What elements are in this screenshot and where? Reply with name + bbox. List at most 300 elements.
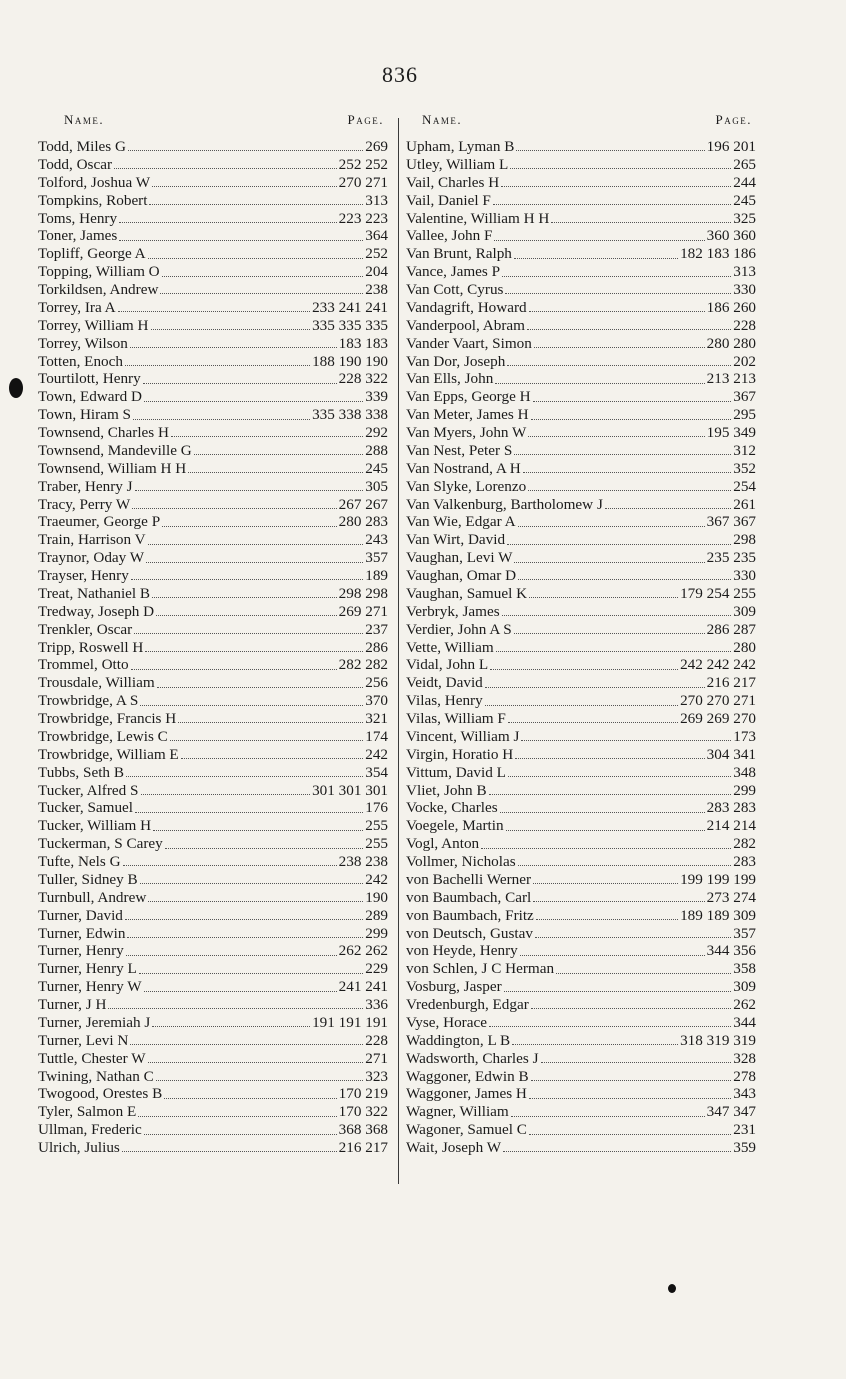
right-entry-list xyxy=(406,138,756,1157)
index-entry xyxy=(38,1085,388,1103)
index-entry xyxy=(38,656,388,674)
dot-leader xyxy=(503,1151,731,1152)
entry-name: Traber, Henry J xyxy=(38,477,133,495)
index-entry xyxy=(38,996,388,1014)
dot-leader xyxy=(529,597,678,598)
entry-name: Tripp, Roswell H xyxy=(38,638,144,656)
entry-name: Town, Hiram S xyxy=(38,406,132,424)
entry-pages: 312 xyxy=(733,441,756,459)
dot-leader xyxy=(507,544,731,545)
entry-name: Vogl, Anton xyxy=(406,835,480,853)
dot-leader xyxy=(126,776,363,777)
index-entry xyxy=(406,567,756,585)
entry-name: Van Valkenburg, Bartholomew J xyxy=(406,495,603,513)
entry-name: Turner, J H xyxy=(38,996,107,1013)
entry-pages: 189 xyxy=(365,567,388,584)
entry-name: Turner, Henry xyxy=(38,942,124,960)
entry-name: Topping, William O xyxy=(38,263,160,281)
index-entry xyxy=(406,1050,756,1068)
index-entry xyxy=(406,549,756,567)
entry-name: Torkildsen, Andrew xyxy=(38,281,159,298)
entry-name: Turner, Henry L xyxy=(38,960,137,978)
index-entry xyxy=(406,585,756,603)
entry-pages: 299 xyxy=(365,924,388,942)
entry-name: Vaughan, Levi W xyxy=(406,549,513,567)
dot-leader xyxy=(506,830,705,831)
dot-leader xyxy=(164,1098,336,1099)
index-entry xyxy=(406,1014,756,1032)
entry-pages: 242 xyxy=(365,745,388,763)
index-entry xyxy=(406,978,756,996)
entry-name: Tyler, Salmon E xyxy=(38,1103,137,1121)
dot-leader xyxy=(605,508,731,509)
dot-leader xyxy=(534,347,705,348)
entry-name: Virgin, Horatio H xyxy=(406,745,514,763)
entry-pages: 189 189 309 xyxy=(680,906,756,924)
entry-pages: 330 xyxy=(733,281,756,298)
index-entry xyxy=(38,889,388,907)
dot-leader xyxy=(140,883,364,884)
dot-leader xyxy=(123,865,337,866)
index-entry xyxy=(38,871,388,889)
ink-spot xyxy=(668,1284,676,1293)
entry-pages: 228 xyxy=(365,1031,388,1049)
entry-pages: 357 xyxy=(365,549,388,567)
index-entry xyxy=(38,1121,388,1139)
dot-leader xyxy=(188,472,363,473)
entry-name: Turner, Levi N xyxy=(38,1031,129,1049)
entry-pages: 238 238 xyxy=(338,853,388,870)
dot-leader xyxy=(148,544,364,545)
dot-leader xyxy=(146,562,363,563)
entry-name: von Schlen, J C Herman xyxy=(406,960,555,978)
page-number: 836 xyxy=(382,62,418,87)
entry-pages: 282 282 xyxy=(338,656,388,674)
entry-pages: 269 271 xyxy=(338,602,388,620)
index-entry xyxy=(38,674,388,692)
entry-name: Vosburg, Jasper xyxy=(406,978,502,996)
index-entry xyxy=(406,746,756,764)
entry-pages: 352 xyxy=(733,459,756,477)
index-entry xyxy=(38,567,388,585)
dot-leader xyxy=(178,722,363,723)
dot-leader xyxy=(496,651,732,652)
entry-name: Tolford, Joshua W xyxy=(38,173,151,191)
entry-pages: 233 241 241 xyxy=(312,298,388,316)
entry-pages: 242 242 242 xyxy=(680,656,756,674)
ink-blot xyxy=(9,378,23,398)
entry-pages: 309 xyxy=(733,602,756,620)
entry-name: Van Slyke, Lorenzo xyxy=(406,477,527,495)
index-entry xyxy=(406,281,756,299)
entry-pages: 288 xyxy=(365,441,388,459)
dot-leader xyxy=(153,830,363,831)
index-entry xyxy=(406,156,756,174)
index-entry xyxy=(38,335,388,353)
entry-pages: 367 xyxy=(733,388,756,406)
entry-name: Tucker, William H xyxy=(38,817,152,835)
entry-pages: 262 262 xyxy=(338,942,388,960)
dot-leader xyxy=(149,204,363,205)
index-entry xyxy=(406,835,756,853)
entry-pages: 238 xyxy=(365,281,388,298)
entry-pages: 313 xyxy=(733,263,756,281)
entry-pages: 245 xyxy=(365,459,388,477)
entry-name: Toner, James xyxy=(38,227,118,245)
index-entry xyxy=(38,192,388,210)
entry-pages: 214 214 xyxy=(706,817,756,835)
entry-pages: 305 xyxy=(365,477,388,495)
dot-leader xyxy=(108,1008,363,1009)
dot-leader xyxy=(144,401,363,402)
entry-pages: 298 298 xyxy=(338,584,388,602)
index-entry xyxy=(38,603,388,621)
entry-name: Verdier, John A S xyxy=(406,620,512,638)
entry-name: Vail, Charles H xyxy=(406,173,500,191)
entry-pages: 273 274 xyxy=(706,888,756,906)
dot-leader xyxy=(125,919,363,920)
entry-name: Van Cott, Cyrus xyxy=(406,281,504,298)
dot-leader xyxy=(145,651,363,652)
dot-leader xyxy=(160,293,363,294)
name-heading: Name. xyxy=(64,112,105,127)
dot-leader xyxy=(131,669,337,670)
entry-pages: 202 xyxy=(733,352,756,370)
right-column-header xyxy=(406,112,756,138)
entry-pages: 295 xyxy=(733,406,756,424)
entry-name: Tuttle, Chester W xyxy=(38,1049,146,1067)
entry-name: Vliet, John B xyxy=(406,781,487,799)
entry-name: Upham, Lyman B xyxy=(406,138,515,155)
dot-leader xyxy=(133,419,310,420)
index-entry xyxy=(406,1068,756,1086)
index-entry xyxy=(406,335,756,353)
dot-leader xyxy=(535,937,731,938)
index-entry xyxy=(38,513,388,531)
entry-name: Valentine, William H H xyxy=(406,209,550,227)
dot-leader xyxy=(157,687,364,688)
index-entry xyxy=(406,799,756,817)
entry-name: Vincent, William J xyxy=(406,727,520,745)
left-entry-list xyxy=(38,138,388,1157)
entry-name: Townsend, Charles H xyxy=(38,424,169,441)
index-entry xyxy=(38,960,388,978)
index-entry xyxy=(406,263,756,281)
dot-leader xyxy=(141,794,311,795)
dot-leader xyxy=(501,186,731,187)
dot-leader xyxy=(505,293,731,294)
entry-name: Tredway, Joseph D xyxy=(38,602,155,620)
entry-name: Torrey, William H xyxy=(38,316,149,334)
index-entry xyxy=(38,1014,388,1032)
dot-leader xyxy=(128,150,363,151)
index-entry xyxy=(406,442,756,460)
dot-leader xyxy=(139,973,363,974)
entry-name: Waddington, L B xyxy=(406,1031,511,1049)
index-entry xyxy=(38,692,388,710)
entry-pages: 344 356 xyxy=(706,942,756,960)
entry-name: Trayser, Henry xyxy=(38,567,129,584)
index-entry xyxy=(38,710,388,728)
dot-leader xyxy=(556,973,731,974)
entry-name: Tompkins, Robert xyxy=(38,191,148,209)
dot-leader xyxy=(529,1098,731,1099)
entry-pages: 228 322 xyxy=(338,370,388,388)
entry-pages: 335 335 335 xyxy=(312,316,388,334)
dot-leader xyxy=(531,419,732,420)
dot-leader xyxy=(165,848,364,849)
entry-name: Vance, James P xyxy=(406,263,501,281)
entry-name: Vette, William xyxy=(406,638,494,656)
entry-pages: 357 xyxy=(733,924,756,942)
entry-name: Vandagrift, Howard xyxy=(406,298,527,316)
entry-name: Todd, Oscar xyxy=(38,155,113,173)
entry-name: Trowbridge, Lewis C xyxy=(38,727,168,745)
entry-pages: 299 xyxy=(733,781,756,799)
dot-leader xyxy=(514,562,704,563)
dot-leader xyxy=(508,722,678,723)
dot-leader xyxy=(152,186,337,187)
entry-name: Vittum, David L xyxy=(406,763,506,781)
index-entry xyxy=(38,478,388,496)
entry-name: Vail, Daniel F xyxy=(406,191,491,209)
index-entry xyxy=(38,817,388,835)
entry-name: Townsend, William H H xyxy=(38,459,187,477)
index-entry xyxy=(406,1085,756,1103)
dot-leader xyxy=(528,436,704,437)
dot-leader xyxy=(531,1008,731,1009)
entry-name: Treat, Nathaniel B xyxy=(38,584,151,602)
dot-leader xyxy=(481,848,731,849)
entry-pages: 280 280 xyxy=(706,334,756,352)
entry-pages: 241 241 xyxy=(338,978,388,996)
index-entry xyxy=(406,925,756,943)
entry-pages: 269 xyxy=(365,138,388,155)
entry-name: Veidt, David xyxy=(406,674,483,692)
dot-leader xyxy=(523,472,731,473)
dot-leader xyxy=(518,526,705,527)
dot-leader xyxy=(119,222,337,223)
entry-pages: 245 xyxy=(733,191,756,209)
index-entry xyxy=(406,174,756,192)
entry-pages: 301 301 301 xyxy=(312,781,388,799)
index-entry xyxy=(406,210,756,228)
entry-pages: 289 xyxy=(365,906,388,924)
entry-name: Utley, William L xyxy=(406,155,509,173)
entry-pages: 330 xyxy=(733,567,756,584)
dot-leader xyxy=(502,615,732,616)
entry-pages: 286 xyxy=(365,638,388,656)
dot-leader xyxy=(130,347,337,348)
index-entry xyxy=(406,245,756,263)
entry-name: Torrey, Wilson xyxy=(38,334,128,352)
entry-pages: 271 xyxy=(365,1049,388,1067)
dot-leader xyxy=(508,776,731,777)
entry-pages: 304 341 xyxy=(706,745,756,763)
entry-name: Van Wirt, David xyxy=(406,531,506,549)
index-entry xyxy=(406,513,756,531)
dot-leader xyxy=(551,222,731,223)
entry-name: Vredenburgh, Edgar xyxy=(406,996,529,1013)
entry-name: Townsend, Mandeville G xyxy=(38,441,192,459)
entry-name: Turner, David xyxy=(38,906,123,924)
entry-name: Turner, Henry W xyxy=(38,978,142,996)
dot-leader xyxy=(489,794,732,795)
dot-leader xyxy=(490,669,678,670)
entry-pages: 283 xyxy=(733,853,756,870)
dot-leader xyxy=(156,615,336,616)
entry-name: Tufte, Nels G xyxy=(38,853,121,870)
entry-pages: 339 xyxy=(365,388,388,406)
entry-name: Toms, Henry xyxy=(38,209,118,227)
entry-name: Tuckerman, S Carey xyxy=(38,835,163,853)
entry-name: Ulrich, Julius xyxy=(38,1139,120,1156)
entry-pages: 364 xyxy=(365,227,388,245)
entry-name: Trousdale, William xyxy=(38,674,155,692)
index-entry xyxy=(38,1068,388,1086)
dot-leader xyxy=(148,901,363,902)
dot-leader xyxy=(114,168,337,169)
index-entry xyxy=(406,692,756,710)
index-entry xyxy=(38,621,388,639)
dot-leader xyxy=(533,883,678,884)
dot-leader xyxy=(495,383,704,384)
entry-pages: 196 201 xyxy=(706,138,756,155)
index-entry xyxy=(406,674,756,692)
entry-name: Vidal, John L xyxy=(406,656,489,674)
entry-pages: 237 xyxy=(365,620,388,638)
entry-name: Wadsworth, Charles J xyxy=(406,1049,539,1067)
index-entry xyxy=(38,138,388,156)
entry-name: Van Meter, James H xyxy=(406,406,529,424)
index-entry xyxy=(406,889,756,907)
index-entry xyxy=(38,370,388,388)
entry-pages: 344 xyxy=(733,1013,756,1031)
entry-pages: 183 183 xyxy=(338,334,388,352)
index-entry xyxy=(38,496,388,514)
entry-name: Trommel, Otto xyxy=(38,656,129,674)
index-entry xyxy=(38,353,388,371)
entry-name: Tuller, Sidney B xyxy=(38,870,138,888)
dot-leader xyxy=(515,758,704,759)
index-entry xyxy=(406,656,756,674)
dot-leader xyxy=(127,937,363,938)
entry-name: Van Myers, John W xyxy=(406,424,527,441)
dot-leader xyxy=(485,687,705,688)
dot-leader xyxy=(533,901,704,902)
entry-pages: 343 xyxy=(733,1085,756,1103)
entry-pages: 186 260 xyxy=(706,298,756,316)
entry-pages: 370 xyxy=(365,692,388,710)
right-column xyxy=(406,112,756,1157)
dot-leader xyxy=(514,258,678,259)
dot-leader xyxy=(493,204,731,205)
entry-pages: 216 217 xyxy=(338,1139,388,1156)
index-entry xyxy=(38,639,388,657)
entry-name: Tourtilott, Henry xyxy=(38,370,141,388)
index-entry xyxy=(406,960,756,978)
index-entry xyxy=(38,174,388,192)
dot-leader xyxy=(148,258,364,259)
index-entry xyxy=(38,978,388,996)
index-entry xyxy=(38,281,388,299)
index-entry xyxy=(38,1139,388,1157)
dot-leader xyxy=(144,991,337,992)
index-entry xyxy=(406,478,756,496)
index-entry xyxy=(406,817,756,835)
index-entry xyxy=(406,1032,756,1050)
entry-name: von Baumbach, Carl xyxy=(406,888,532,906)
dot-leader xyxy=(489,1026,731,1027)
entry-name: Van Nest, Peter S xyxy=(406,441,513,459)
dot-leader xyxy=(512,1044,678,1045)
index-entry xyxy=(38,782,388,800)
entry-pages: 318 319 319 xyxy=(680,1031,756,1049)
entry-name: Vilas, William F xyxy=(406,710,506,727)
entry-name: Vyse, Horace xyxy=(406,1013,487,1031)
entry-pages: 195 349 xyxy=(706,424,756,441)
index-entry xyxy=(38,1032,388,1050)
index-entry xyxy=(406,1103,756,1121)
index-entry xyxy=(38,728,388,746)
entry-pages: 179 254 255 xyxy=(680,584,756,602)
dot-leader xyxy=(536,919,678,920)
entry-name: Vilas, Henry xyxy=(406,692,483,710)
entry-pages: 188 190 190 xyxy=(312,352,388,370)
entry-name: Traeumer, George P xyxy=(38,513,161,531)
index-entry xyxy=(38,442,388,460)
entry-name: Waggoner, Edwin B xyxy=(406,1067,529,1085)
index-entry xyxy=(406,639,756,657)
index-entry xyxy=(38,406,388,424)
dot-leader xyxy=(494,240,704,241)
entry-name: Trenkler, Oscar xyxy=(38,620,133,638)
dot-leader xyxy=(140,705,363,706)
dot-leader xyxy=(514,454,731,455)
index-entry xyxy=(406,853,756,871)
entry-name: Wagner, William xyxy=(406,1103,509,1121)
dot-leader xyxy=(122,1151,337,1152)
entry-pages: 176 xyxy=(365,799,388,817)
entry-name: Van Ells, John xyxy=(406,370,494,388)
entry-pages: 298 xyxy=(733,531,756,549)
entry-pages: 174 xyxy=(365,727,388,745)
dot-leader xyxy=(152,597,337,598)
entry-pages: 328 xyxy=(733,1049,756,1067)
dot-leader xyxy=(527,329,731,330)
dot-leader xyxy=(541,1062,732,1063)
entry-pages: 252 252 xyxy=(338,155,388,173)
index-entry xyxy=(406,764,756,782)
entry-name: Waggoner, James H xyxy=(406,1085,527,1103)
entry-pages: 335 338 338 xyxy=(312,406,388,424)
entry-name: Van Wie, Edgar A xyxy=(406,513,516,531)
dot-leader xyxy=(162,276,364,277)
entry-pages: 367 367 xyxy=(706,513,756,531)
entry-name: Tucker, Samuel xyxy=(38,799,134,817)
index-entry xyxy=(38,835,388,853)
entry-pages: 191 191 191 xyxy=(312,1013,388,1031)
entry-pages: 190 xyxy=(365,888,388,906)
entry-pages: 354 xyxy=(365,763,388,781)
dot-leader xyxy=(507,365,731,366)
entry-pages: 213 213 xyxy=(706,370,756,388)
entry-pages: 313 xyxy=(365,191,388,209)
entry-pages: 242 xyxy=(365,870,388,888)
index-entry xyxy=(406,370,756,388)
index-entry xyxy=(38,245,388,263)
index-entry xyxy=(38,907,388,925)
